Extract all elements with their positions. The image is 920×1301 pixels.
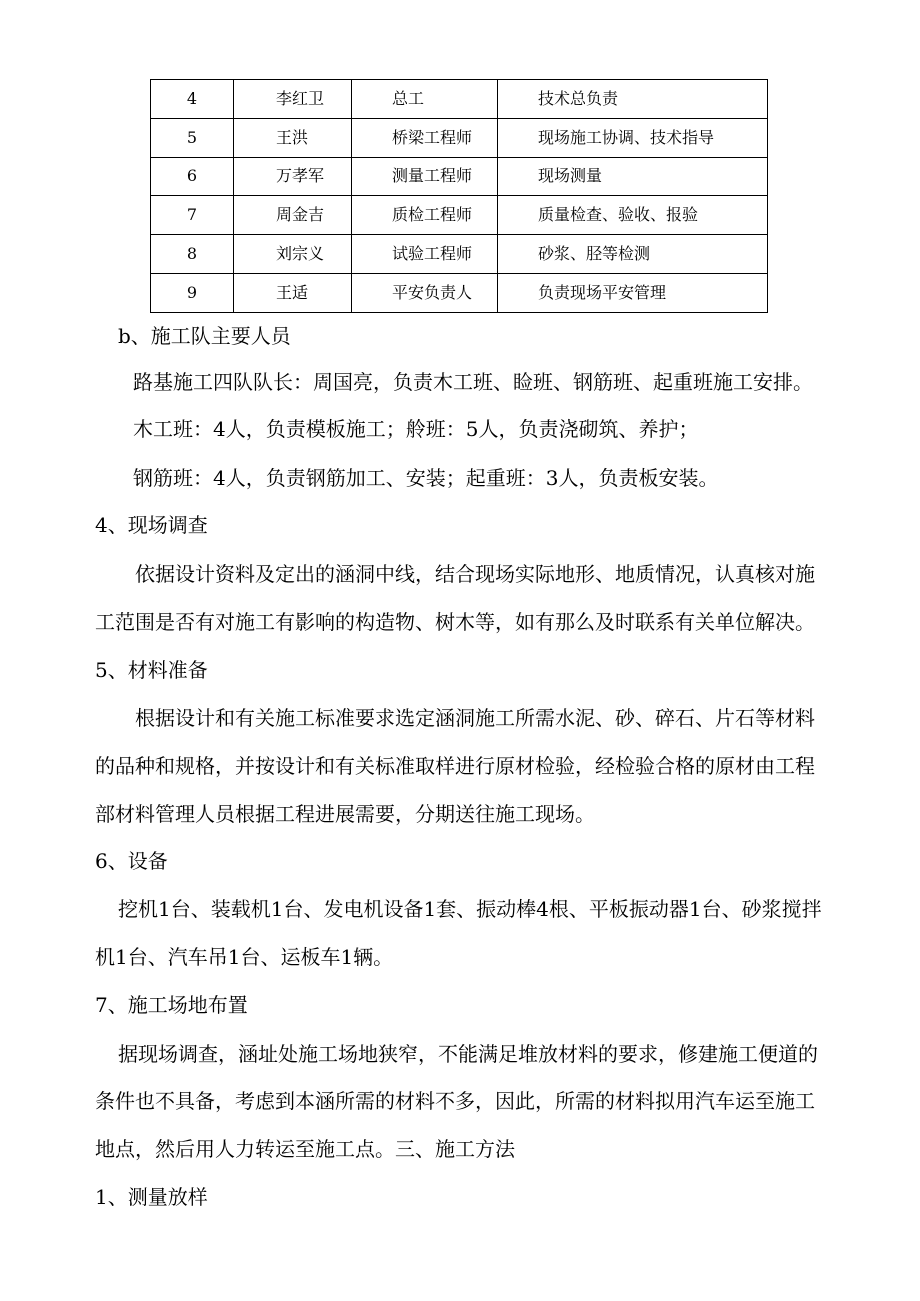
- table-row: [151, 118, 768, 157]
- section-heading: 1、测量放样: [95, 1185, 208, 1209]
- cell-role: 测量工程师: [352, 157, 498, 196]
- cell-name: 万孝军: [234, 157, 352, 196]
- cell-no: 9: [151, 273, 234, 312]
- body-text-line: 部材料管理人员根据工程进展需要，分期送往施工现场。: [95, 802, 595, 826]
- cell-role: 桥梁工程师: [352, 118, 498, 157]
- body-text-line: 据现场调查，涵址处施工场地狭窄，不能满足堆放材料的要求，修建施工便道的: [118, 1042, 818, 1066]
- cell-duty: 负责现场平安管理: [498, 273, 768, 312]
- section-heading: 6、设备: [95, 849, 168, 873]
- table-row: [151, 157, 768, 196]
- body-text-line: 工范围是否有对施工有影响的构造物、树木等，如有那么及时联系有关单位解决。: [95, 610, 815, 634]
- body-text-line: 条件也不具备，考虑到本涵所需的材料不多，因此，所需的材料拟用汽车运至施工: [95, 1089, 815, 1113]
- staff-table: [150, 79, 768, 313]
- cell-role: 总工: [352, 80, 498, 119]
- body-text-line: 的品种和规格，并按设计和有关标准取样进行原材检验，经检验合格的原材由工程: [95, 754, 815, 778]
- cell-role: 质检工程师: [352, 196, 498, 235]
- table-row: [151, 235, 768, 274]
- cell-no: 4: [151, 80, 234, 119]
- cell-duty: 质量检查、验收、报验: [498, 196, 768, 235]
- cell-role: 平安负责人: [352, 273, 498, 312]
- cell-duty: 砂浆、胫等检测: [498, 235, 768, 274]
- body-text-line: 根据设计和有关施工标准要求选定涵洞施工所需水泥、砂、碎石、片石等材料: [135, 706, 815, 730]
- subheading-team-staff: b、施工队主要人员: [118, 324, 291, 348]
- section-heading: 5、材料准备: [95, 658, 208, 682]
- body-text-line: 路基施工四队队长：周国亮，负责木工班、睑班、钢筋班、起重班施工安排。: [133, 370, 813, 394]
- cell-duty: 现场测量: [498, 157, 768, 196]
- body-text-line: 依据设计资料及定出的涵洞中线，结合现场实际地形、地质情况，认真核对施: [135, 562, 815, 586]
- cell-no: 6: [151, 157, 234, 196]
- table-row: [151, 80, 768, 119]
- cell-no: 5: [151, 118, 234, 157]
- table-row: [151, 273, 768, 312]
- cell-duty: 现场施工协调、技术指导: [498, 118, 768, 157]
- cell-name: 刘宗义: [234, 235, 352, 274]
- cell-name: 李红卫: [234, 80, 352, 119]
- cell-name: 王洪: [234, 118, 352, 157]
- cell-role: 试验工程师: [352, 235, 498, 274]
- body-text-line: 木工班：4人，负责模板施工；舲班：5人，负责浇砌筑、养护；: [133, 417, 699, 441]
- section-heading: 7、施工场地布置: [95, 993, 248, 1017]
- body-text-line: 机1台、汽车吊1台、运板车1辆。: [95, 945, 394, 969]
- cell-no: 8: [151, 235, 234, 274]
- cell-name: 王适: [234, 273, 352, 312]
- table-row: [151, 196, 768, 235]
- body-text-line: 地点，然后用人力转运至施工点。三、施工方法: [95, 1137, 515, 1161]
- body-text-line: 挖机1台、装载机1台、发电机设备1套、振动棒4根、平板振动器1台、砂浆搅拌: [118, 897, 822, 921]
- cell-no: 7: [151, 196, 234, 235]
- cell-name: 周金吉: [234, 196, 352, 235]
- section-heading: 4、现场调查: [95, 513, 208, 537]
- cell-duty: 技术总负责: [498, 80, 768, 119]
- body-text-line: 钢筋班：4人，负责钢筋加工、安装；起重班：3人，负责板安装。: [133, 466, 719, 490]
